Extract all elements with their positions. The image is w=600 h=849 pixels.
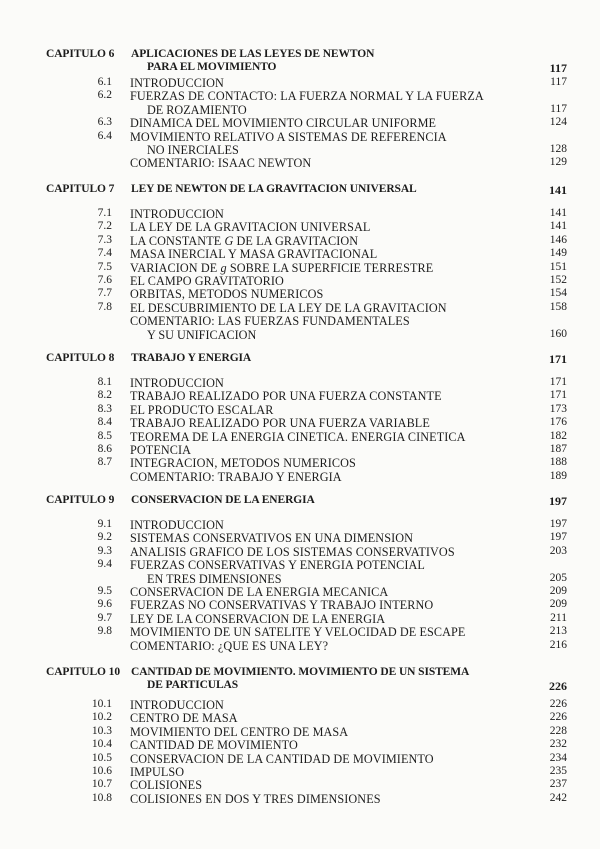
section-page-number: 160 xyxy=(549,327,567,340)
section-page-number: 171 xyxy=(549,389,567,402)
section-page-number: 187 xyxy=(549,443,567,455)
chapter-label: CAPITULO 9 xyxy=(46,494,115,506)
section-row xyxy=(0,585,600,599)
section-page-number: 152 xyxy=(549,274,567,286)
section-title: FUERZAS DE CONTACTO: LA FUERZA NORMAL Y LA FUERZA xyxy=(130,89,484,104)
section-row xyxy=(0,76,600,90)
section-number: 7.5 xyxy=(97,260,112,273)
section-title: FUERZAS NO CONSERVATIVAS Y TRABAJO INTERNO xyxy=(130,598,434,613)
chapter-title-line: DE PARTICULAS xyxy=(147,678,239,691)
section-title: ANALISIS GRAFICO DE LOS SISTEMAS CONSERVATIVOS xyxy=(130,544,455,559)
section-page-number: 237 xyxy=(549,778,567,791)
section-number: 8.2 xyxy=(97,389,112,402)
section-number: 7.8 xyxy=(97,300,112,313)
section-page-number: 209 xyxy=(549,598,567,611)
section-page-number: 235 xyxy=(549,765,567,777)
section-number: 10.8 xyxy=(91,791,112,804)
section-row xyxy=(0,531,600,545)
section-title: SISTEMAS CONSERVATIVOS EN UNA DIMENSION xyxy=(130,531,414,546)
section-row xyxy=(0,765,600,779)
section-number: 8.1 xyxy=(97,376,112,388)
chapter-label: CAPITULO 7 xyxy=(46,183,115,195)
section-row xyxy=(0,287,600,301)
section-number: 9.3 xyxy=(97,544,112,557)
section-number: 9.8 xyxy=(97,625,112,638)
section-row xyxy=(0,89,600,103)
section-row xyxy=(0,301,600,315)
section-number: 7.3 xyxy=(97,233,112,246)
section-number: 6.4 xyxy=(97,129,112,142)
section-title: CONSERVACION DE LA ENERGIA MECANICA xyxy=(130,585,389,599)
section-number: 10.4 xyxy=(91,738,112,751)
section-page-number: 151 xyxy=(549,260,567,273)
section-row xyxy=(0,430,600,444)
section-page-number: 205 xyxy=(549,571,567,584)
section-title: TEOREMA DE LA ENERGIA CINETICA. ENERGIA CINETICA xyxy=(130,429,466,444)
section-page-number: 176 xyxy=(549,416,567,429)
section-title: EL DESCUBRIMIENTO DE LA LEY DE LA GRAVITACION xyxy=(130,300,447,315)
chapter-label: CAPITULO 10 xyxy=(46,666,120,678)
section-title-continuation: NO INERCIALES xyxy=(147,143,239,157)
section-title: MOVIMIENTO DEL CENTRO DE MASA xyxy=(130,724,349,739)
section-title: INTRODUCCION xyxy=(130,76,224,90)
section-title: CONSERVACION DE LA CANTIDAD DE MOVIMIENTO xyxy=(130,751,434,766)
section-row xyxy=(0,711,600,725)
section-page-number: 197 xyxy=(549,518,567,530)
chapter-block xyxy=(0,183,600,342)
section-row xyxy=(0,416,600,430)
section-page-number: 189 xyxy=(549,469,567,482)
chapter-title-line: CANTIDAD DE MOVIMIENTO. MOVIMIENTO DE UN SISTEMA xyxy=(131,666,470,678)
section-number: 10.7 xyxy=(91,778,112,791)
section-row xyxy=(0,456,600,470)
section-title: LEY DE LA CONSERVACION DE LA ENERGIA xyxy=(130,611,386,626)
section-title: COMENTARIO: TRABAJO Y ENERGIA xyxy=(130,469,342,484)
section-page-number: 203 xyxy=(549,544,567,557)
section-page-number: 242 xyxy=(549,791,567,804)
chapter-page-number: 117 xyxy=(549,61,567,75)
chapter-label: CAPITULO 8 xyxy=(46,352,115,364)
section-row xyxy=(0,545,600,559)
chapter-title xyxy=(131,48,531,73)
section-title: INTRODUCCION xyxy=(130,207,224,221)
chapter-title-line: TRABAJO Y ENERGIA xyxy=(131,352,252,364)
chapter-page-number: 226 xyxy=(549,679,567,693)
section-title: COMENTARIO: LAS FUERZAS FUNDAMENTALES xyxy=(130,314,410,329)
section-page-number: 182 xyxy=(549,429,567,442)
section-page-number: 216 xyxy=(549,638,567,651)
section-title-continuation: EN TRES DIMENSIONES xyxy=(147,571,282,586)
section-row xyxy=(0,234,600,248)
section-title: MASA INERCIAL Y MASA GRAVITACIONAL xyxy=(130,247,378,262)
section-title: INTEGRACION, METODOS NUMERICOS xyxy=(130,456,356,471)
section-number: 9.1 xyxy=(97,518,112,530)
section-page-number: 141 xyxy=(549,207,567,219)
section-number: 7.6 xyxy=(97,274,112,286)
chapter-title-line: PARA EL MOVIMIENTO xyxy=(147,60,277,73)
commentary-row xyxy=(0,328,600,342)
section-page-number: 171 xyxy=(549,376,567,388)
section-title: FUERZAS CONSERVATIVAS Y ENERGIA POTENCIAL xyxy=(130,558,425,573)
section-title: COLISIONES xyxy=(130,778,203,793)
section-title: EL CAMPO GRAVITATORIO xyxy=(130,274,284,288)
section-page-number: 211 xyxy=(550,611,567,624)
commentary-row xyxy=(0,314,600,328)
section-row xyxy=(0,572,600,586)
section-page-number: 158 xyxy=(549,300,567,313)
section-number: 10.6 xyxy=(91,765,112,777)
section-row xyxy=(0,403,600,417)
section-page-number: 146 xyxy=(549,233,567,246)
chapter-page-number: 197 xyxy=(549,494,567,508)
chapter-title xyxy=(131,666,531,691)
section-row xyxy=(0,598,600,612)
section-number: 6.1 xyxy=(97,76,112,88)
chapter-page-number: 171 xyxy=(549,352,567,366)
section-title: CANTIDAD DE MOVIMIENTO xyxy=(130,738,298,753)
section-number: 7.2 xyxy=(97,220,112,233)
section-title: POTENCIA xyxy=(130,443,192,457)
section-number: 10.5 xyxy=(91,751,112,764)
section-title: MOVIMIENTO DE UN SATELITE Y VELOCIDAD DE ESCAPE xyxy=(130,625,466,640)
section-row xyxy=(0,778,600,792)
section-title: VARIACION DE g SOBRE LA SUPERFICIE TERRESTRE xyxy=(130,260,434,275)
section-title: IMPULSO xyxy=(130,765,185,779)
chapter-heading xyxy=(0,494,600,508)
section-number: 8.4 xyxy=(97,416,112,429)
chapter-title-line: LEY DE NEWTON DE LA GRAVITACION UNIVERSAL xyxy=(131,183,417,195)
section-row xyxy=(0,207,600,221)
section-title: TRABAJO REALIZADO POR UNA FUERZA VARIABLE xyxy=(130,416,430,431)
chapter-title xyxy=(131,183,531,196)
section-title: INTRODUCCION xyxy=(130,376,224,390)
section-number: 9.2 xyxy=(97,531,112,544)
section-number: 8.7 xyxy=(97,456,112,469)
chapter-title xyxy=(131,494,531,507)
section-row xyxy=(0,752,600,766)
section-title: EL PRODUCTO ESCALAR xyxy=(130,402,274,417)
section-title: ORBITAS, METODOS NUMERICOS xyxy=(130,287,324,302)
section-title: DINAMICA DEL MOVIMIENTO CIRCULAR UNIFORME xyxy=(130,116,437,131)
chapter-page-number: 141 xyxy=(549,183,567,197)
section-title: INTRODUCCION xyxy=(130,518,224,532)
chapter-block xyxy=(0,494,600,653)
section-page-number: 117 xyxy=(550,102,567,115)
section-number: 8.5 xyxy=(97,429,112,442)
section-title: MOVIMIENTO RELATIVO A SISTEMAS DE REFERENCIA xyxy=(130,129,447,144)
section-row xyxy=(0,612,600,626)
section-row xyxy=(0,738,600,752)
section-page-number: 188 xyxy=(549,456,567,469)
section-title-continuation: DE ROZAMIENTO xyxy=(147,102,247,117)
section-number: 8.6 xyxy=(97,443,112,455)
section-page-number: 128 xyxy=(549,143,567,155)
section-page-number: 117 xyxy=(550,76,567,88)
commentary-row xyxy=(0,470,600,484)
section-number: 9.4 xyxy=(97,558,112,571)
section-title: COMENTARIO: ISAAC NEWTON xyxy=(130,156,312,171)
section-page-number: 149 xyxy=(549,247,567,260)
section-title-continuation: Y SU UNIFICACION xyxy=(147,327,257,342)
section-title: COLISIONES EN DOS Y TRES DIMENSIONES xyxy=(130,791,381,806)
section-page-number: 228 xyxy=(549,724,567,737)
section-number: 10.1 xyxy=(91,698,112,710)
section-row xyxy=(0,116,600,130)
section-number: 6.3 xyxy=(97,116,112,129)
section-number: 6.2 xyxy=(97,89,112,102)
chapter-block xyxy=(0,352,600,484)
chapter-block xyxy=(0,48,600,171)
section-page-number: 129 xyxy=(549,156,567,169)
section-page-number: 234 xyxy=(549,751,567,764)
section-number: 10.3 xyxy=(91,724,112,737)
section-page-number: 197 xyxy=(549,531,567,544)
commentary-row xyxy=(0,156,600,170)
chapter-title-line: CONSERVACION DE LA ENERGIA xyxy=(131,494,315,506)
section-page-number: 141 xyxy=(549,220,567,233)
section-page-number: 226 xyxy=(549,711,567,724)
section-row xyxy=(0,130,600,144)
section-number: 7.4 xyxy=(97,247,112,260)
section-number: 8.3 xyxy=(97,402,112,415)
section-title: COMENTARIO: ¿QUE ES UNA LEY? xyxy=(130,638,329,653)
chapter-heading xyxy=(0,183,600,197)
section-row xyxy=(0,103,600,117)
section-row xyxy=(0,725,600,739)
section-row xyxy=(0,518,600,532)
section-page-number: 173 xyxy=(549,402,567,415)
section-title: LA CONSTANTE G DE LA GRAVITACION xyxy=(130,233,359,248)
section-title: LA LEY DE LA GRAVITACION UNIVERSAL xyxy=(130,220,371,235)
chapter-heading xyxy=(0,352,600,366)
section-row xyxy=(0,220,600,234)
section-title: CENTRO DE MASA xyxy=(130,711,238,726)
section-title: INTRODUCCION xyxy=(130,698,224,712)
section-row xyxy=(0,792,600,806)
section-number: 9.7 xyxy=(97,611,112,624)
section-row xyxy=(0,558,600,572)
section-row xyxy=(0,376,600,390)
chapter-title-line: APLICACIONES DE LAS LEYES DE NEWTON xyxy=(131,48,375,60)
section-number: 7.7 xyxy=(97,287,112,300)
section-page-number: 154 xyxy=(549,287,567,300)
section-number: 9.6 xyxy=(97,598,112,611)
section-page-number: 232 xyxy=(549,738,567,751)
section-row xyxy=(0,143,600,157)
chapter-title xyxy=(131,352,531,365)
commentary-row xyxy=(0,639,600,653)
section-title: TRABAJO REALIZADO POR UNA FUERZA CONSTANTE xyxy=(130,389,442,404)
section-page-number: 209 xyxy=(549,585,567,597)
section-row xyxy=(0,443,600,457)
section-number: 7.1 xyxy=(97,207,112,219)
section-row xyxy=(0,698,600,712)
chapter-heading xyxy=(0,666,600,693)
section-number: 10.2 xyxy=(91,711,112,724)
section-page-number: 226 xyxy=(549,698,567,710)
chapter-label: CAPITULO 6 xyxy=(46,48,115,60)
section-page-number: 124 xyxy=(549,116,567,129)
chapter-heading xyxy=(0,48,600,75)
section-row xyxy=(0,625,600,639)
section-number: 9.5 xyxy=(97,585,112,597)
section-page-number: 213 xyxy=(549,625,567,638)
section-row xyxy=(0,247,600,261)
section-row xyxy=(0,261,600,275)
chapter-block xyxy=(0,666,600,806)
section-row xyxy=(0,389,600,403)
section-row xyxy=(0,274,600,288)
